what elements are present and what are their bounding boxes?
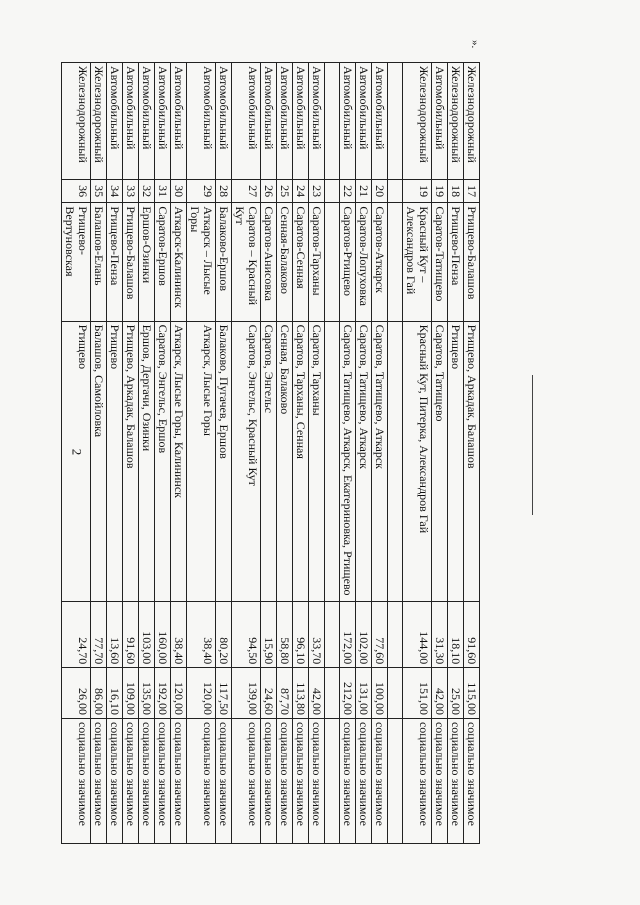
cell-type: Автомобильный xyxy=(309,63,325,180)
cell-status: социально значимое xyxy=(432,718,448,843)
cell-a: 33,70 xyxy=(309,601,325,667)
cell-num: 20 xyxy=(372,179,388,203)
cell-a: 103,00 xyxy=(139,601,155,667)
cell-b: 86,00 xyxy=(91,668,107,719)
cell-name: Саратов – Красный Кут xyxy=(232,203,261,321)
cell-route: Саратов, Энгельс, Ершов xyxy=(155,321,171,601)
spacer-cell xyxy=(388,179,403,203)
cell-type: Железнодорожный xyxy=(91,63,107,180)
table-row xyxy=(464,63,480,844)
cell-name: Аткарск – Лысые Горы xyxy=(187,203,216,321)
cell-name: Балаково-Ершов xyxy=(216,203,232,321)
cell-name: Саратов-Сенная xyxy=(293,203,309,321)
cell-b: 25,00 xyxy=(448,668,464,719)
table-row xyxy=(171,63,187,844)
spacer-cell xyxy=(388,321,403,601)
cell-num: 23 xyxy=(309,179,325,203)
cell-route: Балашов, Самойловка xyxy=(91,321,107,601)
cell-status: социально значимое xyxy=(232,718,261,843)
cell-status: социально значимое xyxy=(403,718,432,843)
cell-num: 26 xyxy=(261,179,277,203)
cell-name: Сенная-Балаково xyxy=(277,203,293,321)
cell-status: социально значимое xyxy=(372,718,388,843)
cell-type: Автомобильный xyxy=(340,63,356,180)
table-row xyxy=(187,63,216,844)
cell-num: 35 xyxy=(91,179,107,203)
cell-route: Ртищево xyxy=(107,321,123,601)
cell-status: социально значимое xyxy=(309,718,325,843)
cell-status: социально значимое xyxy=(123,718,139,843)
cell-route: Ртищево xyxy=(448,321,464,601)
cell-route: Саратов, Татищево, Аткарск xyxy=(372,321,388,601)
cell-a: 172,00 xyxy=(340,601,356,667)
table-row xyxy=(448,63,464,844)
cell-name: Ртищево-Пенза xyxy=(448,203,464,321)
cell-a: 13,60 xyxy=(107,601,123,667)
cell-num: 32 xyxy=(139,179,155,203)
cell-status: социально значимое xyxy=(187,718,216,843)
cell-type: Автомобильный xyxy=(187,63,216,180)
table-row xyxy=(232,63,261,844)
cell-route: Саратов, Тарханы xyxy=(309,321,325,601)
spacer-cell xyxy=(388,668,403,719)
spacer-cell xyxy=(325,63,340,180)
cell-type: Железнодорожный xyxy=(464,63,480,180)
cell-num: 18 xyxy=(448,179,464,203)
cell-type: Автомобильный xyxy=(432,63,448,180)
cell-num: 22 xyxy=(340,179,356,203)
cell-b: 117,50 xyxy=(216,668,232,719)
table-row xyxy=(293,63,309,844)
cell-num: 34 xyxy=(107,179,123,203)
cell-a: 91,60 xyxy=(123,601,139,667)
cell-b: 192,00 xyxy=(155,668,171,719)
cell-route: Балаково, Пугачев, Ершов xyxy=(216,321,232,601)
cell-num: 30 xyxy=(171,179,187,203)
cell-name: Саратов-Аткарск xyxy=(372,203,388,321)
cell-b: 109,00 xyxy=(123,668,139,719)
cell-num: 17 xyxy=(464,179,480,203)
cell-num: 29 xyxy=(187,179,216,203)
cell-route: Аткарск, Лысые Горы xyxy=(187,321,216,601)
table-row xyxy=(91,63,107,844)
cell-b: 151,00 xyxy=(403,668,432,719)
cell-route: Саратов, Татищево, Аткарск xyxy=(356,321,372,601)
cell-a: 31,30 xyxy=(432,601,448,667)
table-row xyxy=(139,63,155,844)
cell-type: Автомобильный xyxy=(123,63,139,180)
cell-name: Аткарск-Калининск xyxy=(171,203,187,321)
cell-num: 36 xyxy=(62,179,91,203)
cell-type: Железнодорожный xyxy=(62,63,91,180)
cell-a: 38,40 xyxy=(171,601,187,667)
cell-b: 42,00 xyxy=(309,668,325,719)
spacer-row xyxy=(388,63,403,844)
cell-type: Автомобильный xyxy=(372,63,388,180)
cell-a: 38,40 xyxy=(187,601,216,667)
cell-route: Саратов, Энгельс, Красный Кут xyxy=(232,321,261,601)
cell-type: Автомобильный xyxy=(216,63,232,180)
cell-b: 26,00 xyxy=(62,668,91,719)
cell-status: социально значимое xyxy=(293,718,309,843)
table-row xyxy=(372,63,388,844)
cell-name: Ершов-Озинки xyxy=(139,203,155,321)
spacer-cell xyxy=(388,601,403,667)
cell-a: 94,50 xyxy=(232,601,261,667)
cell-name: Саратов-Ершов xyxy=(155,203,171,321)
cell-a: 77,60 xyxy=(372,601,388,667)
spacer-cell xyxy=(388,203,403,321)
spacer-cell xyxy=(325,179,340,203)
cell-num: 27 xyxy=(232,179,261,203)
cell-type: Автомобильный xyxy=(293,63,309,180)
cell-b: 113,80 xyxy=(293,668,309,719)
routes-table-wrapper xyxy=(61,62,480,844)
cell-route: Саратов, Татищево, Аткарск, Екатериновка, Ртищево xyxy=(340,321,356,601)
cell-a: 91,60 xyxy=(464,601,480,667)
cell-b: 131,00 xyxy=(356,668,372,719)
cell-num: 33 xyxy=(123,179,139,203)
table-row xyxy=(62,63,91,844)
cell-route: Саратов, Энгельс xyxy=(261,321,277,601)
cell-status: социально значимое xyxy=(448,718,464,843)
cell-status: социально значимое xyxy=(91,718,107,843)
cell-num: 31 xyxy=(155,179,171,203)
table-row xyxy=(432,63,448,844)
cell-a: 15,90 xyxy=(261,601,277,667)
cell-name: Ртищево-Балашов xyxy=(464,203,480,321)
cell-a: 102,00 xyxy=(356,601,372,667)
cell-route: Саратов, Тарханы, Сенная xyxy=(293,321,309,601)
cell-b: 120,00 xyxy=(187,668,216,719)
closing-quote-mark: ». xyxy=(469,40,481,49)
cell-num: 19 xyxy=(432,179,448,203)
cell-route: Ртищево xyxy=(62,321,91,601)
cell-name: Ртищево-Вертуновская xyxy=(62,203,91,321)
cell-type: Автомобильный xyxy=(171,63,187,180)
cell-status: социально значимое xyxy=(464,718,480,843)
table-row xyxy=(356,63,372,844)
cell-num: 24 xyxy=(293,179,309,203)
cell-route: Ртищево, Аркадак, Балашов xyxy=(123,321,139,601)
cell-status: социально значимое xyxy=(171,718,187,843)
cell-a: 58,80 xyxy=(277,601,293,667)
table-row xyxy=(277,63,293,844)
table-row xyxy=(403,63,432,844)
cell-b: 212,00 xyxy=(340,668,356,719)
spacer-cell xyxy=(325,601,340,667)
cell-name: Саратов-Татищево xyxy=(432,203,448,321)
cell-b: 120,00 xyxy=(171,668,187,719)
cell-name: Саратов-Ртищево xyxy=(340,203,356,321)
spacer-cell xyxy=(325,203,340,321)
cell-b: 135,00 xyxy=(139,668,155,719)
cell-num: 19 xyxy=(403,179,432,203)
table-row xyxy=(216,63,232,844)
table-row xyxy=(155,63,171,844)
cell-name: Ртищево-Пенза xyxy=(107,203,123,321)
cell-name: Ртищево-Балашов xyxy=(123,203,139,321)
cell-type: Автомобильный xyxy=(356,63,372,180)
routes-table-body xyxy=(62,63,480,844)
cell-type: Железнодорожный xyxy=(448,63,464,180)
cell-status: социально значимое xyxy=(107,718,123,843)
cell-a: 24,70 xyxy=(62,601,91,667)
cell-name: Красный Кут – Александров Гай xyxy=(403,203,432,321)
cell-name: Саратов-Тарханы xyxy=(309,203,325,321)
cell-type: Автомобильный xyxy=(155,63,171,180)
table-row xyxy=(123,63,139,844)
cell-type: Автомобильный xyxy=(139,63,155,180)
cell-status: социально значимое xyxy=(62,718,91,843)
cell-status: социально значимое xyxy=(155,718,171,843)
spacer-cell xyxy=(388,63,403,180)
page-number: 2 xyxy=(69,448,85,456)
signature-line xyxy=(532,375,533,515)
cell-a: 144,00 xyxy=(403,601,432,667)
cell-type: Железнодорожный xyxy=(403,63,432,180)
cell-type: Автомобильный xyxy=(261,63,277,180)
cell-a: 80,20 xyxy=(216,601,232,667)
cell-status: социально значимое xyxy=(356,718,372,843)
cell-type: Автомобильный xyxy=(232,63,261,180)
cell-num: 28 xyxy=(216,179,232,203)
cell-a: 18,10 xyxy=(448,601,464,667)
cell-status: социально значимое xyxy=(261,718,277,843)
spacer-cell xyxy=(325,668,340,719)
cell-num: 21 xyxy=(356,179,372,203)
cell-route: Саратов, Татищево xyxy=(432,321,448,601)
cell-type: Автомобильный xyxy=(277,63,293,180)
cell-a: 160,00 xyxy=(155,601,171,667)
routes-table xyxy=(61,62,480,844)
cell-type: Автомобильный xyxy=(107,63,123,180)
cell-name: Балашов-Елань xyxy=(91,203,107,321)
cell-b: 139,00 xyxy=(232,668,261,719)
cell-a: 77,70 xyxy=(91,601,107,667)
cell-b: 115,00 xyxy=(464,668,480,719)
spacer-row xyxy=(325,63,340,844)
table-row xyxy=(261,63,277,844)
cell-route: Ершов, Дергачи, Озинки xyxy=(139,321,155,601)
cell-status: социально значимое xyxy=(277,718,293,843)
cell-route: Ртищево, Аркадак, Балашов xyxy=(464,321,480,601)
cell-status: социально значимое xyxy=(340,718,356,843)
spacer-cell xyxy=(388,718,403,843)
spacer-cell xyxy=(325,321,340,601)
cell-a: 96,10 xyxy=(293,601,309,667)
table-row xyxy=(107,63,123,844)
cell-name: Саратов-Анисовка xyxy=(261,203,277,321)
table-row xyxy=(309,63,325,844)
cell-route: Красный Кут, Питерка, Александров Гай xyxy=(403,321,432,601)
cell-route: Сенная, Балаково xyxy=(277,321,293,601)
cell-status: социально значимое xyxy=(216,718,232,843)
table-row xyxy=(340,63,356,844)
cell-b: 42,00 xyxy=(432,668,448,719)
cell-num: 25 xyxy=(277,179,293,203)
cell-b: 24,60 xyxy=(261,668,277,719)
cell-b: 100,00 xyxy=(372,668,388,719)
spacer-cell xyxy=(325,718,340,843)
cell-b: 16,10 xyxy=(107,668,123,719)
cell-status: социально значимое xyxy=(139,718,155,843)
cell-b: 87,70 xyxy=(277,668,293,719)
cell-name: Саратов-Лопуховка xyxy=(356,203,372,321)
cell-route: Аткарск, Лысые Горы, Калининск xyxy=(171,321,187,601)
